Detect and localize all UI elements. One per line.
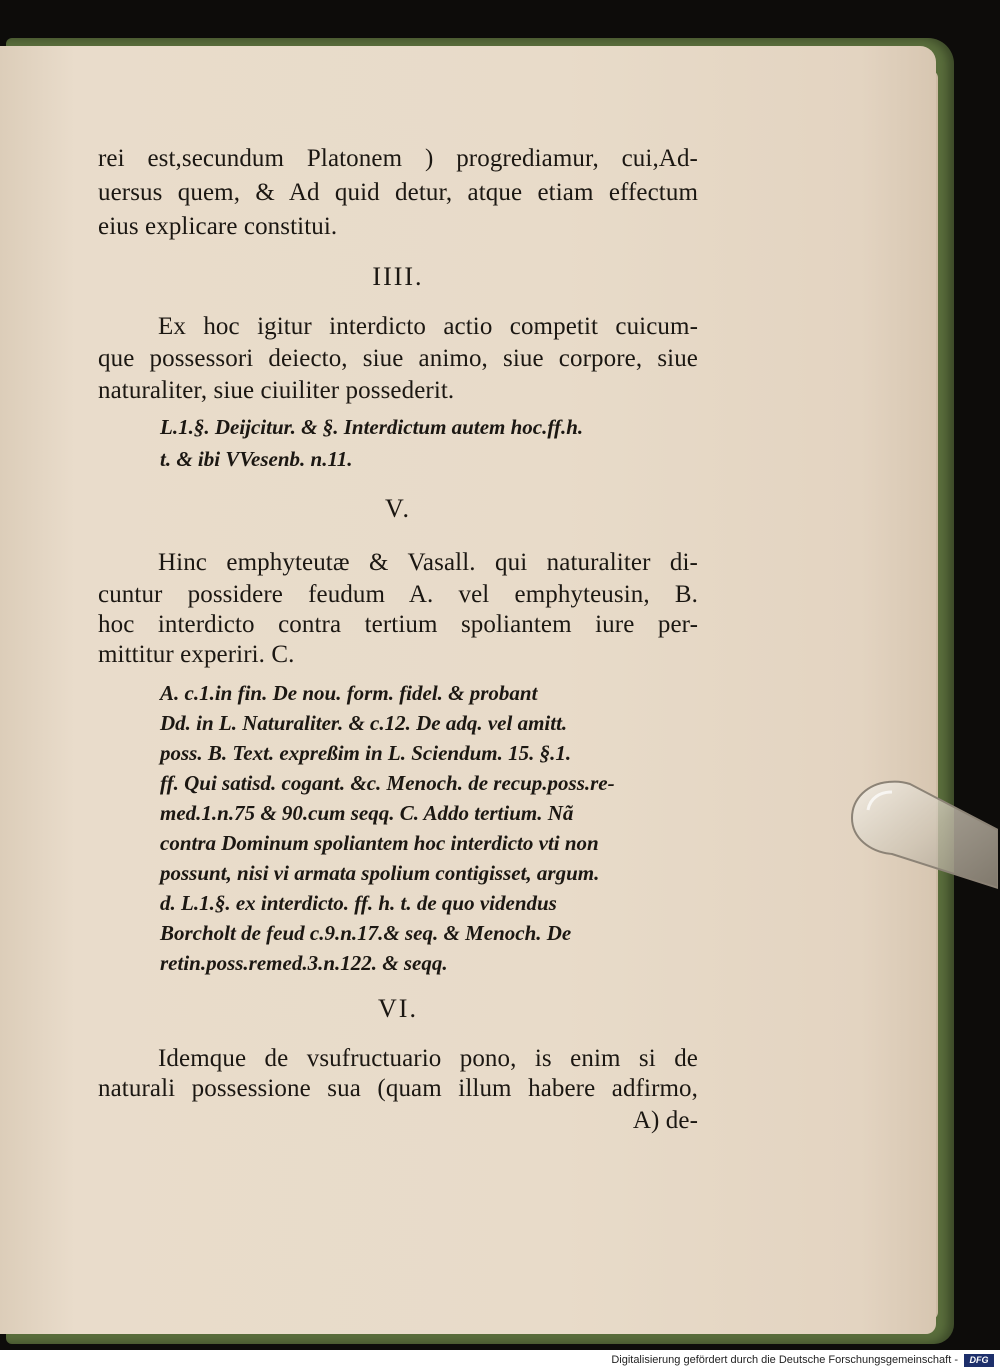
footnote-line: Borcholt de feud c.9.n.17.& seq. & Menoch. De	[160, 921, 572, 945]
text-line: mittitur experiri. C.	[98, 641, 295, 668]
footnote-line: med.1.n.75 & 90.cum seqq. C. Addo tertium. Nã	[160, 801, 574, 825]
footnote-line: L.1.§. Deijcitur. & §. Interdictum autem hoc.ff.h.	[160, 415, 584, 439]
footnote-line: poss. B. Text. expreßim in L. Sciendum. 15. §.1.	[160, 741, 572, 765]
footer-credit: Digitalisierung gefördert durch die Deutsche Forschungsgemeinschaft -	[611, 1354, 958, 1366]
footnote-line: contra Dominum spoliantem hoc interdicto vti non	[160, 831, 599, 855]
section-heading-vi: VI.	[378, 994, 418, 1023]
footer-bar	[0, 1350, 1000, 1372]
text-line: eius explicare constitui.	[98, 213, 338, 240]
footnote-line: possunt, nisi vi armata spolium contigisset, argum.	[160, 861, 600, 885]
book-page	[0, 46, 936, 1334]
footnote-line: Dd. in L. Naturaliter. & c.12. De adq. vel amitt.	[160, 711, 568, 735]
text-line: Hinc emphyteutæ & Vasall. qui naturaliter di-	[158, 549, 698, 576]
footnote-line: A. c.1.in fin. De nou. form. fidel. & probant	[160, 681, 538, 705]
text-line: hoc interdicto contra tertium spoliantem iure per-	[98, 611, 698, 638]
footnote-line: t. & ibi VVesenb. n.11.	[160, 447, 353, 471]
footnote-line: d. L.1.§. ex interdicto. ff. h. t. de quo videndus	[160, 891, 557, 915]
section-heading-v: V.	[385, 494, 411, 523]
page-clip-icon	[848, 770, 998, 890]
text-line: Ex hoc igitur interdicto actio competit cuicum-	[158, 313, 698, 340]
text-line: Idemque de vsufructuario pono, is enim si de	[158, 1045, 698, 1072]
catchword: A) de-	[632, 1107, 698, 1134]
text-line: naturali possessione sua (quam illum habere adfirmo,	[98, 1075, 698, 1102]
footnote-line: retin.poss.remed.3.n.122. & seqq.	[160, 951, 448, 975]
text-line: naturaliter, siue ciuiliter possederit.	[98, 377, 455, 404]
section-heading-iv: IIII.	[372, 262, 424, 291]
text-line: que possessori deiecto, siue animo, siue corpore, siue	[98, 345, 698, 372]
text-line: rei est,secundum Platonem ) progrediamur, cui,Ad-	[98, 145, 698, 172]
footnote-line: ff. Qui satisd. cogant. &c. Menoch. de recup.poss.re-	[160, 771, 615, 795]
dfg-logo: DFG	[964, 1354, 994, 1367]
text-line: uersus quem, & Ad quid detur, atque etiam effectum	[98, 179, 698, 206]
text-line: cuntur possidere feudum A. vel emphyteusin, B.	[98, 581, 698, 608]
